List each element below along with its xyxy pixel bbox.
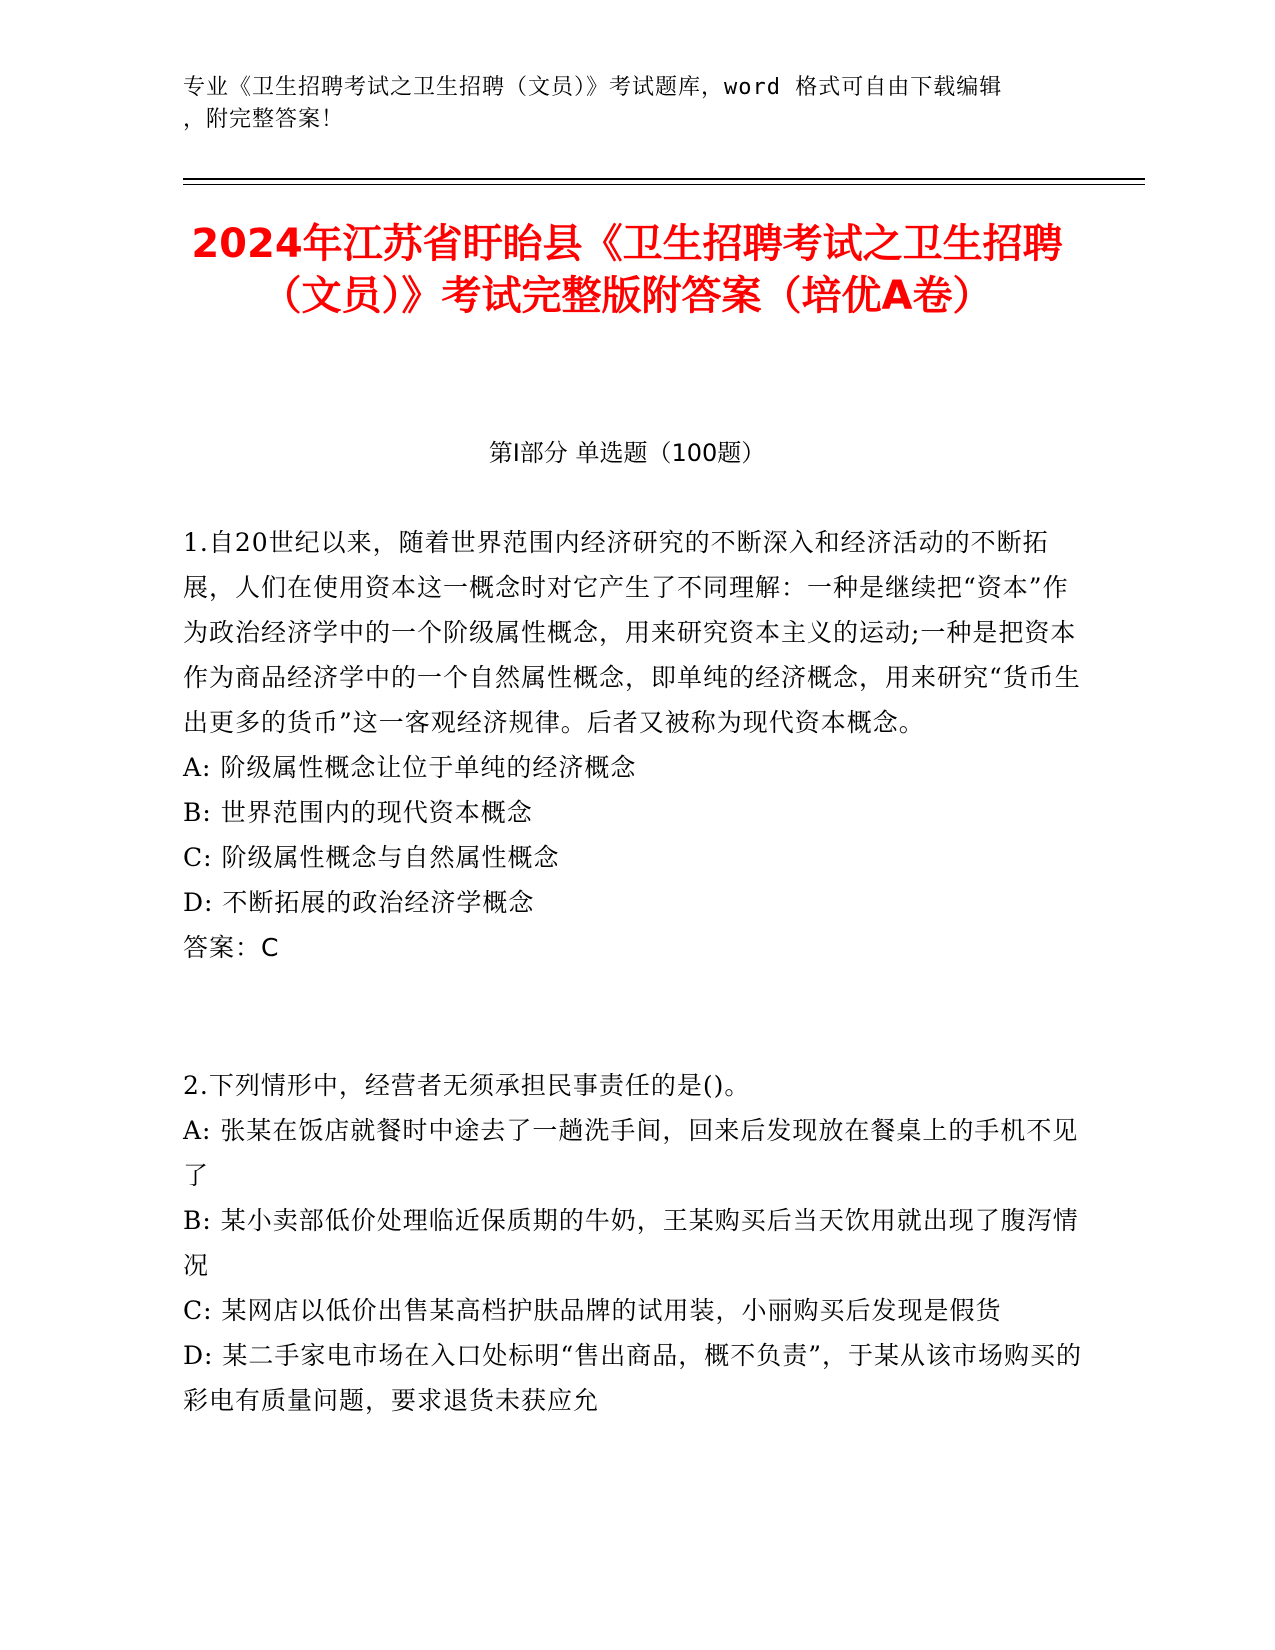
section-title: 第Ⅰ部分 单选题（100题） [488,439,766,467]
question-2-stem: 2.下列情形中，经营者无须承担民事责任的是()。 [183,1071,751,1100]
question-1-stem: 1.自20世纪以来，随着世界范围内经济研究的不断深入和经济活动的不断拓展，人们在使用资本这一概念时对它产生了不同理解：一种是继续把“资本”作为政治经济学中的一个阶级属性概念，用来研究资本主义的运动;一种是把资本作为商品经济学中的一个自然属性概念，即单纯的经济概念，用来研究“货币生出更多的货币”这一客观经济规律。后者又被称为现代资本概念。 [183,528,1081,737]
question-1-option-c: C: 阶级属性概念与自然属性概念 [183,843,560,872]
question-2-option-c: C: 某网店以低价出售某高档护肤品牌的试用装，小丽购买后发现是假货 [183,1296,1002,1325]
question-2-option-a: A: 张某在饭店就餐时中途去了一趟洗手间，回来后发现放在餐桌上的手机不见了 [183,1116,1079,1190]
question-1-answer: 答案：C [183,933,280,962]
question-1-option-d: D: 不断拓展的政治经济学概念 [183,888,535,917]
question-1-option-b: B: 世界范围内的现代资本概念 [183,798,533,827]
question-1 [183,520,1083,970]
header-divider-thin [183,184,1145,185]
header-note: 专业《卫生招聘考试之卫生招聘（文员）》考试题库，word 格式可自由下载编辑 ，附完整答案！ [183,75,1003,132]
question-2-option-b: B: 某小卖部低价处理临近保质期的牛奶，王某购买后当天饮用就出现了腹泻情况 [183,1206,1079,1280]
question-1-option-a: A: 阶级属性概念让位于单纯的经济概念 [183,753,637,782]
header-divider-thick [183,178,1145,180]
document-title: 2024年江苏省盱眙县《卫生招聘考试之卫生招聘（文员）》考试完整版附答案（培优A卷） [191,221,1063,319]
question-2-option-d: D: 某二手家电市场在入口处标明“售出商品，概不负责”，于某从该市场购买的彩电有质量问题，要求退货未获应允 [183,1341,1082,1415]
question-2 [183,1063,1083,1423]
